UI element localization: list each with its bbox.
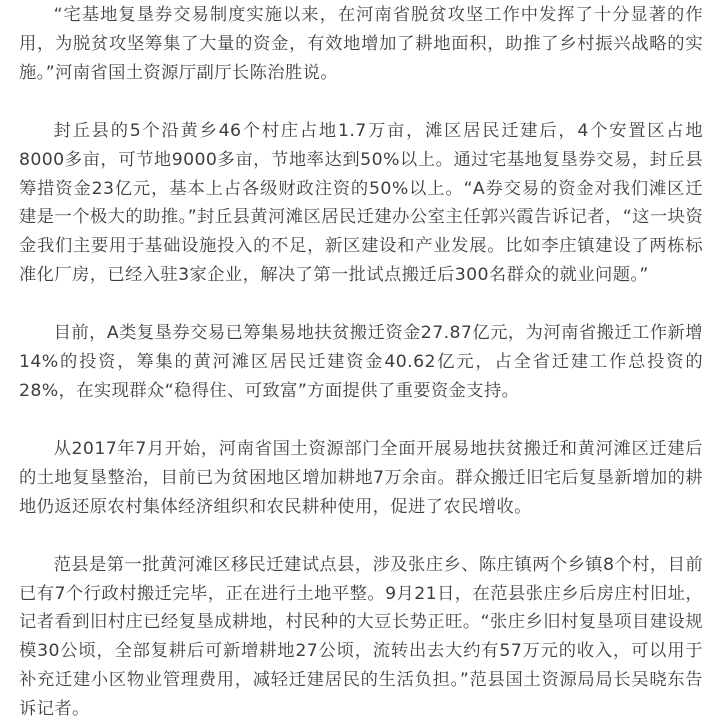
paragraph-land-reclamation: 从2017年7月开始，河南省国土资源部门全面开展易地扶贫搬迁和黄河滩区迁建后的土地复垦整治，目前已为贫困地区增加耕地7万余亩。群众搬迁旧宅后复垦新增加的耕地仍返还原农村集体经济组织和农民耕种使用，促进了农民增收。	[19, 438, 703, 517]
paragraph-quote-chen: “宅基地复垦券交易制度实施以来，在河南省脱贫攻坚工作中发挥了十分显著的作用，为脱贫攻坚筹集了大量的资金，有效地增加了耕地面积，助推了乡村振兴战略的实施。”河南省国土资源厅副厅长陈治胜说。	[19, 5, 703, 83]
paragraph-fengqiu-county: 封丘县的5个沿黄乡46个村庄占地1.7万亩，滩区居民迁建后，4个安置区占地8000多亩，可节地9000多亩，节地率达到50%以上。通过宅基地复垦券交易，封丘县筹措资金23亿元，基本上占各级财政注资的50%以上。“A券交易的资金对我们滩区迁建是一个极大的助推。”封丘县黄河滩区居民迁建办公室主任郭兴霞告诉记者，“这一块资金我们主要用于基础设施投入的不足，新区建设和产业发展。比如李庄镇建设了两栋标准化厂房，已经入驻3家企业，解决了第一批试点搬迁后300名群众的就业问题。”	[19, 120, 703, 286]
paragraph-fan-county: 范县是第一批黄河滩区移民迁建试点县，涉及张庄乡、陈庄镇两个乡镇8个村，目前已有7个行政村搬迁完毕，正在进行土地平整。9月21日，在范县张庄乡后房庄村旧址，记者看到旧村庄已经复垦成耕地，村民种的大豆长势正旺。“张庄乡旧村复垦项目建设规模30公顷，全部复耕后可新增耕地27公顷，流转出去大约有57万元的收入，可以用于补充迁建小区物业管理费用，减轻迁建居民的生活负担。”范县国土资源局局长吴晓东告诉记者。	[19, 554, 703, 720]
paragraph-a-bond-funding: 目前，A类复垦券交易已筹集易地扶贫搬迁资金27.87亿元，为河南省搬迁工作新增14%的投资，筹集的黄河滩区居民迁建资金40.62亿元，占全省迁建工作总投资的28%，在实现群众“稳得住、可致富”方面提供了重要资金支持。	[19, 323, 703, 401]
